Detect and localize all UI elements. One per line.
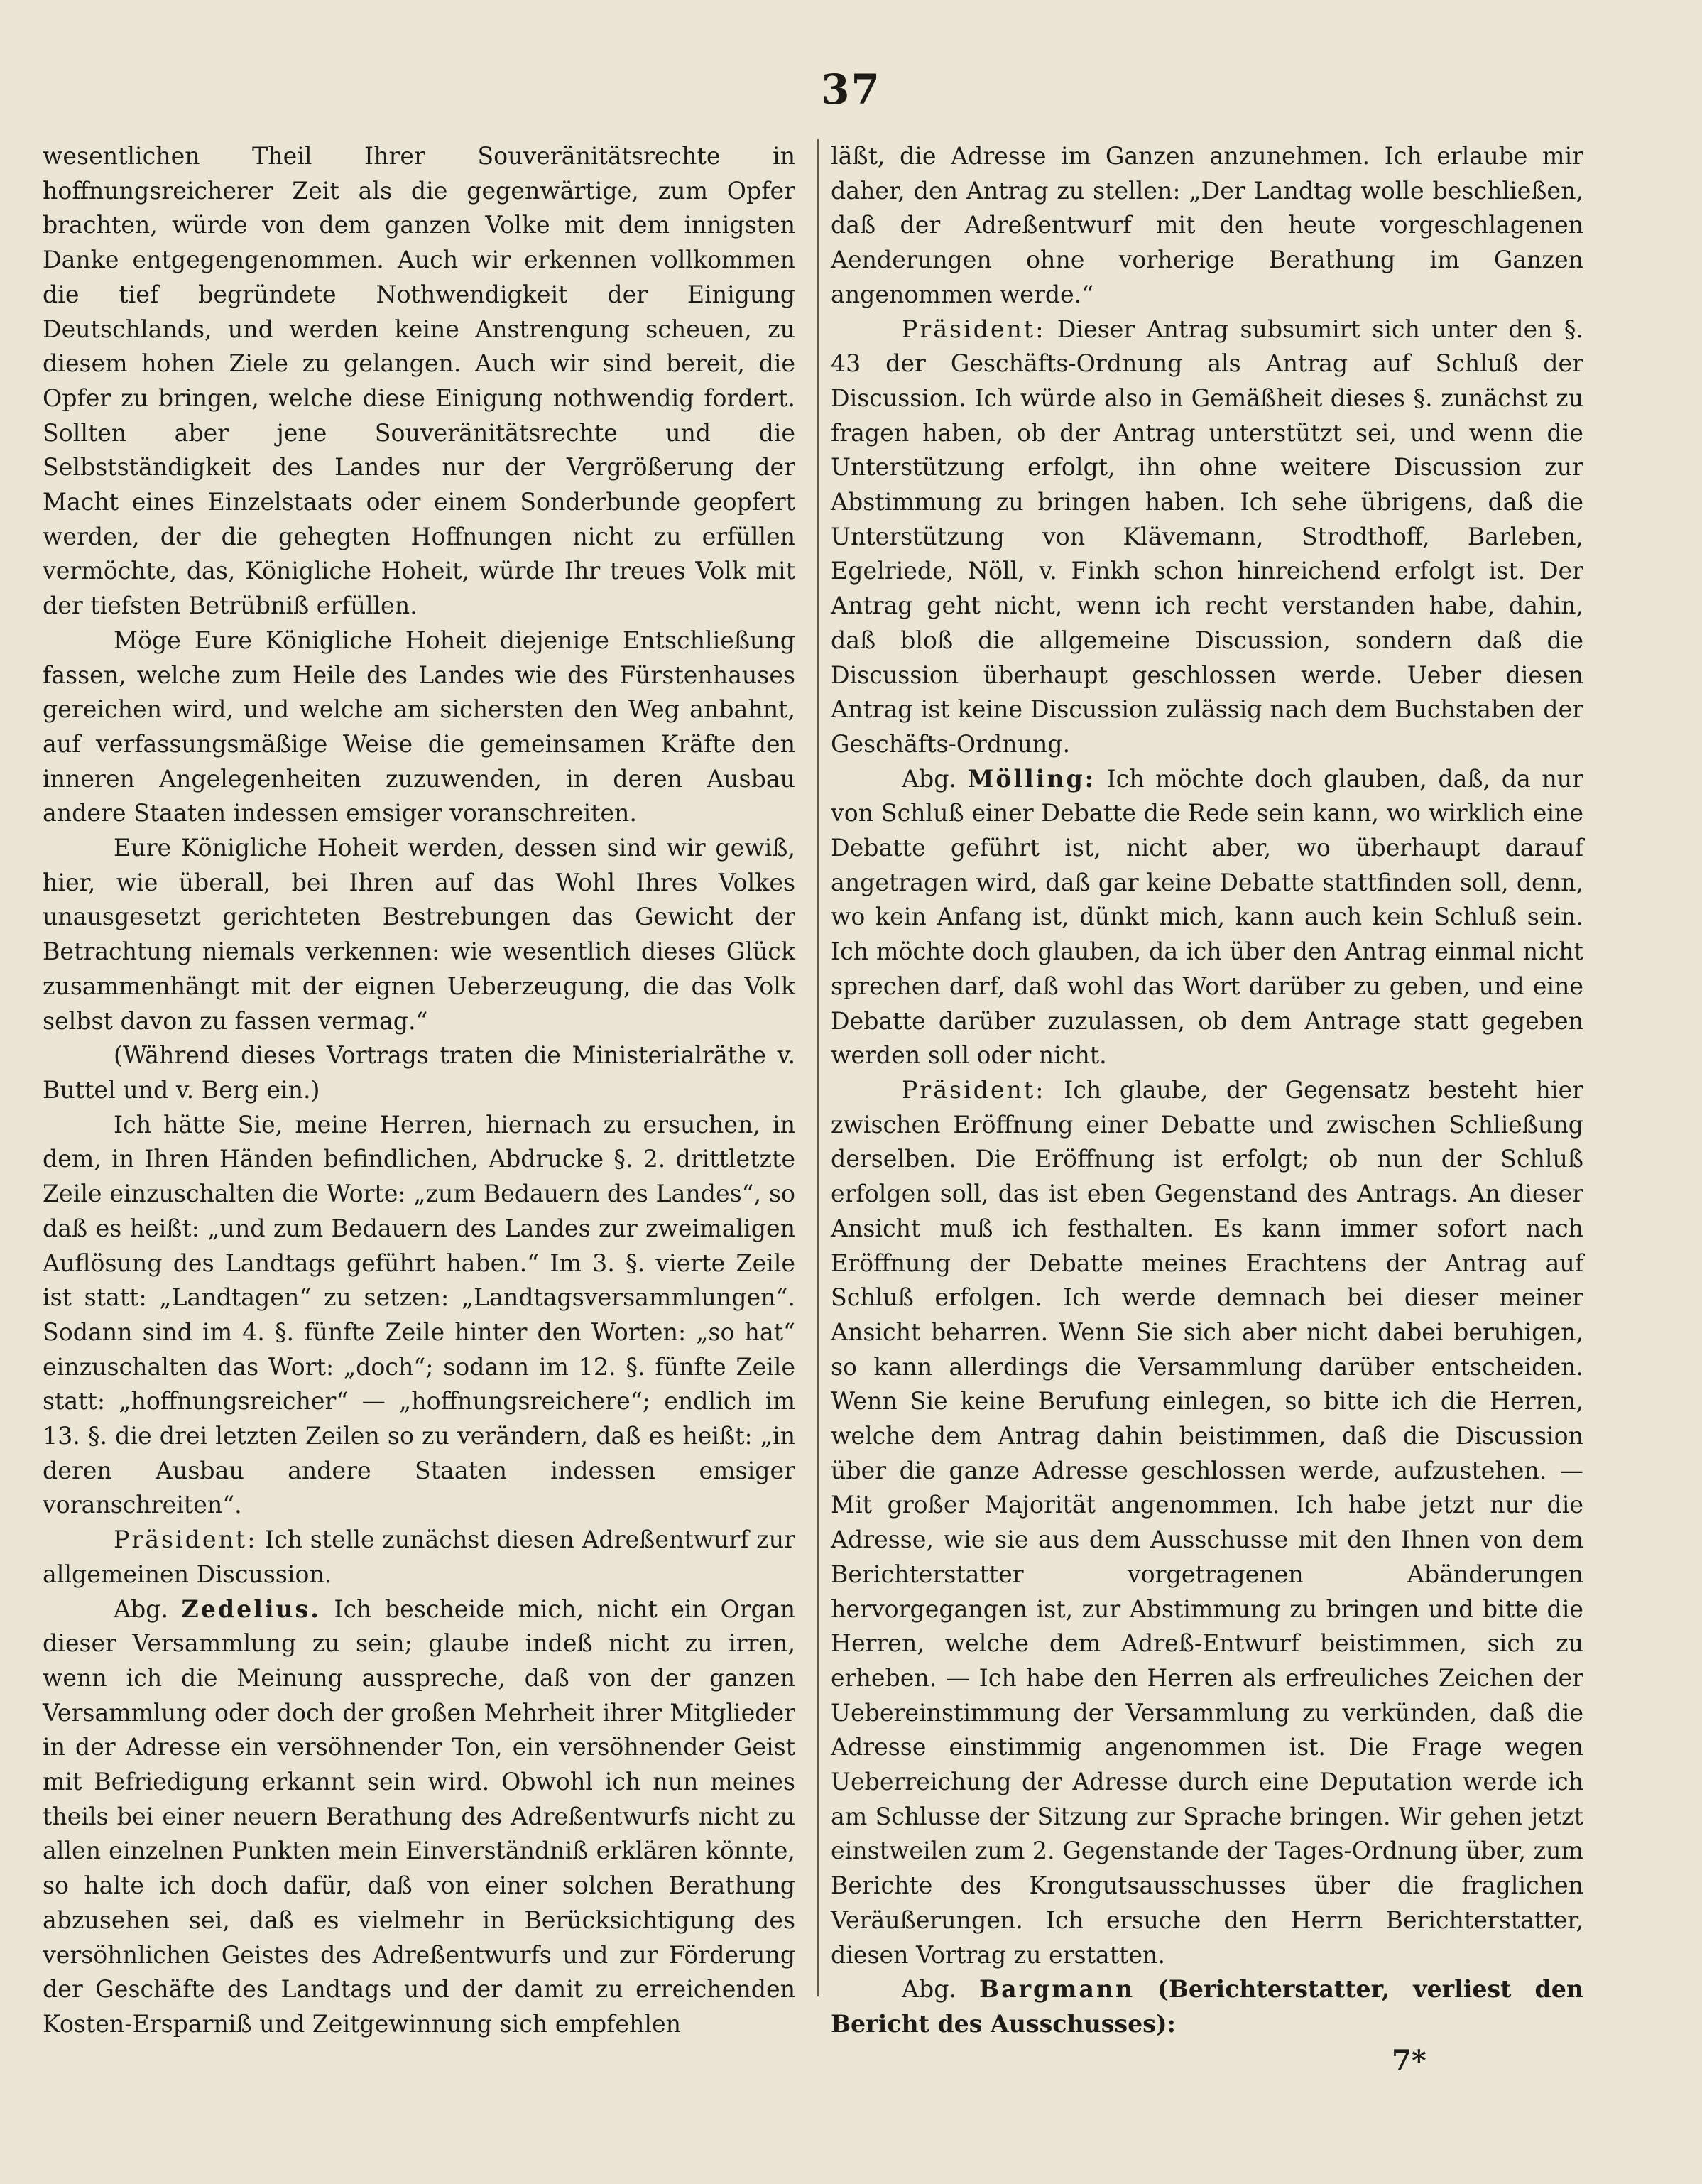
paragraph <box>43 139 795 624</box>
speech-text: Ich bescheide mich, nicht ein Organ dieser Versammlung zu sein; glaube indeß nicht zu irren, wenn ich die Meinung ausspreche, daß von der ganzen Versammlung oder doch der großen Mehrheit ihrer Mitglieder in der Adresse ein versöhnender Ton, ein versöhnender Geist mit Befriedigung erkannt sein wird. Obwohl ich nun meines theils bei einer neuern Berathung des Adreßentwurfs nicht zu allen einzelnen Punkten mein Einverständniß erklären könnte, so halte ich doch dafür, daß von einer solchen Berathung abzusehen sei, daß es vielmehr in Berücksichtigung des versöhnlichen Geistes des Adreßentwurfs und zur Förderung der Geschäfte des Landtags und der damit zu erreichenden Kosten-Ersparniß und Zeitgewinnung sich empfehlen <box>43 1594 795 2038</box>
paragraph <box>43 1038 795 1107</box>
paragraph-text: (Während dieses Vortrags traten die Ministerialräthe v. Buttel und v. Berg ein.) <box>43 1041 795 1104</box>
speaker-name: Präsident: <box>114 1526 258 1554</box>
speech-paragraph <box>831 762 1583 1073</box>
speech-text: Ich glaube, der Gegensatz besteht hier zwischen Eröffnung einer Debatte und zwischen Schließung derselben. Die Eröffnung ist erfolgt; ob nun der Schluß erfolgen soll, das ist eben Gegenstand des Antrags. An dieser Ansicht muß ich festhalten. Es kann immer sofort nach Eröffnung der Debatte meines Erachtens der Antrag auf Schluß erfolgen. Ich werde demnach bei dieser meiner Ansicht beharren. Wenn Sie sich aber nicht dabei beruhigen, so kann allerdings die Versammlung darüber entscheiden. Wenn Sie keine Berufung einlegen, so bitte ich die Herren, welche dem Antrag dahin beistimmen, daß die Discussion über die ganze Adresse geschlossen werde, aufzustehen. — Mit großer Majorität angenommen. Ich habe jetzt nur die Adresse, wie sie aus dem Ausschusse mit den Ihnen von dem Berichterstatter vorgetragenen Abänderungen hervorgegangen ist, zur Abstimmung zu bringen und bitte die Herren, welche dem Adreß-Entwurf beistimmen, sich zu erheben. — Ich habe den Herren als erfreuliches Zeichen der Uebereinstimmung der Versammlung zu verkünden, daß die Adresse einstimmig angenommen ist. Die Frage wegen Ueberreichung der Adresse durch eine Deputation werde ich am Schlusse der Sitzung zur Sprache bringen. Wir gehen jetzt einstweilen zum 2. Gegenstande der Tages-Ordnung über, zum Berichte des Krongutsausschusses über die fraglichen Veräußerungen. Ich ersuche den Herrn Berichterstatter, diesen Vortrag zu erstatten. <box>831 1075 1583 1969</box>
speech-text: Ich möchte doch glauben, daß, da nur von Schluß einer Debatte die Rede sein kann, wo wirklich eine Debatte geführt ist, nicht aber, wo überhaupt darauf angetragen wird, daß gar keine Debatte stattfinden soll, denn, wo kein Anfang ist, dünkt mich, kann auch kein Schluß sein. Ich möchte doch glauben, da ich über den Antrag einmal nicht sprechen darf, daß wohl das Wort darüber zu geben, und eine Debatte darüber zuzulassen, ob dem Antrage statt gegeben werden soll oder nicht. <box>831 764 1583 1070</box>
paragraph-text: Ich hätte Sie, meine Herren, hiernach zu ersuchen, in dem, in Ihren Händen befindlichen, Abdrucke §. 2. drittletzte Zeile einzuschalten die Worte: „zum Bedauern des Landes“, so daß es heißt: „und zum Bedauern des Landes zur zweimaligen Auflösung des Landtags geführt haben.“ Im 3. §. vierte Zeile ist statt: „Landtagen“ zu setzen: „Landtagsversammlungen“. Sodann sind im 4. §. fünfte Zeile hinter den Worten: „so hat“ einzuschalten das Wort: „doch“; sodann im 12. §. fünfte Zeile statt: „hoffnungsreicher“ — „hoffnungsreichere“; endlich im 13. §. die drei letzten Zeilen so zu verändern, daß es heißt: „in deren Ausbau andere Staaten indessen emsiger voranschreiten“. <box>43 1110 795 1519</box>
paragraph-text: wesentlichen Theil Ihrer Souveränitätsrechte in hoffnungsreicherer Zeit als die gegenwärtige, zum Opfer brachten, würde von dem ganzen Volke mit dem innigsten Danke entgegengenommen. Auch wir erkennen vollkommen die tief begründete Nothwendigkeit der Einigung Deutschlands, und werden keine Anstrengung scheuen, zu diesem hohen Ziele zu gelangen. Auch wir sind bereit, die Opfer zu bringen, welche diese Einigung nothwendig fordert. Sollten aber jene Souveränitätsrechte und die Selbstständigkeit des Landes nur der Vergrößerung der Macht eines Einzelstaats oder einem Sonderbunde geopfert werden, der die gehegten Hoffnungen nicht zu erfüllen vermöchte, das, Königliche Hoheit, würde Ihr treues Volk mit der tiefsten Betrübniß erfüllen. <box>43 142 795 620</box>
speaker-name: Zedelius. <box>181 1594 321 1623</box>
speaker-prefix: Abg. <box>902 764 957 793</box>
speaker-prefix: Abg. <box>902 1975 957 2004</box>
speech-paragraph <box>831 1073 1583 1972</box>
paragraph <box>43 831 795 1038</box>
speech-text: Ich stelle zunächst diesen Adreßentwurf zur allgemeinen Discussion. <box>43 1526 795 1588</box>
speaker-name: Bargmann <box>979 1975 1135 2004</box>
speaker-name: Mölling: <box>967 764 1096 793</box>
paragraph <box>43 1108 795 1523</box>
paragraph-text: Eure Königliche Hoheit werden, dessen sind wir gewiß, hier, wie überall, bei Ihren auf das Wohl Ihres Volkes unausgesetzt gerichteten Bestrebungen das Gewicht der Betrachtung niemals verkennen: wie wesentlich dieses Glück zusammenhängt mit der eignen Ueberzeugung, die das Volk selbst davon zu fassen vermag.“ <box>43 834 795 1035</box>
speaker-prefix: Abg. <box>114 1594 169 1623</box>
speech-paragraph <box>831 313 1583 762</box>
paragraph <box>43 624 795 831</box>
speech-paragraph <box>831 1972 1583 2041</box>
right-column <box>831 139 1583 2042</box>
speech-paragraph <box>43 1523 795 1592</box>
paragraph <box>831 139 1583 313</box>
paragraph-text: läßt, die Adresse im Ganzen anzunehmen. Ich erlaube mir daher, den Antrag zu stellen: „Der Landtag wolle beschließen, daß der Adreßentwurf mit den heute vorgeschlagenen Aenderungen ohne vorherige Berathung im Ganzen angenommen werde.“ <box>831 142 1583 308</box>
speech-paragraph <box>43 1592 795 2042</box>
signature-mark: 7* <box>1392 2044 1426 2077</box>
speech-text: Dieser Antrag subsumirt sich unter den §. 43 der Geschäfts-Ordnung als Antrag auf Schluß der Discussion. Ich würde also in Gemäßheit dieses §. zunächst zu fragen haben, ob der Antrag unterstützt sei, und wenn die Unterstützung erfolgt, ihn ohne weitere Discussion zur Abstimmung zu bringen haben. Ich sehe übrigens, daß die Unterstützung von Klävemann, Strodthoff, Barleben, Egelriede, Nöll, v. Finkh schon hinreichend erfolgt ist. Der Antrag geht nicht, wenn ich recht verstanden habe, dahin, daß bloß die allgemeine Discussion, sondern daß die Discussion überhaupt geschlossen werde. Ueber diesen Antrag ist keine Discussion zulässig nach dem Buchstaben der Geschäfts-Ordnung. <box>831 315 1583 758</box>
column-divider <box>817 139 819 1996</box>
left-column <box>43 139 795 2042</box>
speech-text: (Berichterstatter, verliest den Bericht des Ausschusses): <box>831 1975 1583 2038</box>
page-number: 37 <box>821 65 881 114</box>
speaker-name: Präsident: <box>902 1075 1046 1104</box>
speaker-name: Präsident: <box>902 315 1046 343</box>
paragraph-text: Möge Eure Königliche Hoheit diejenige Entschließung fassen, welche zum Heile des Landes wie des Fürstenhauses gereichen wird, und welche am sichersten den Weg anbahnt, auf verfassungsmäßige Weise die gemeinsamen Kräfte den inneren Angelegenheiten zuzuwenden, in deren Ausbau andere Staaten indessen emsiger voranschreiten. <box>43 626 795 827</box>
